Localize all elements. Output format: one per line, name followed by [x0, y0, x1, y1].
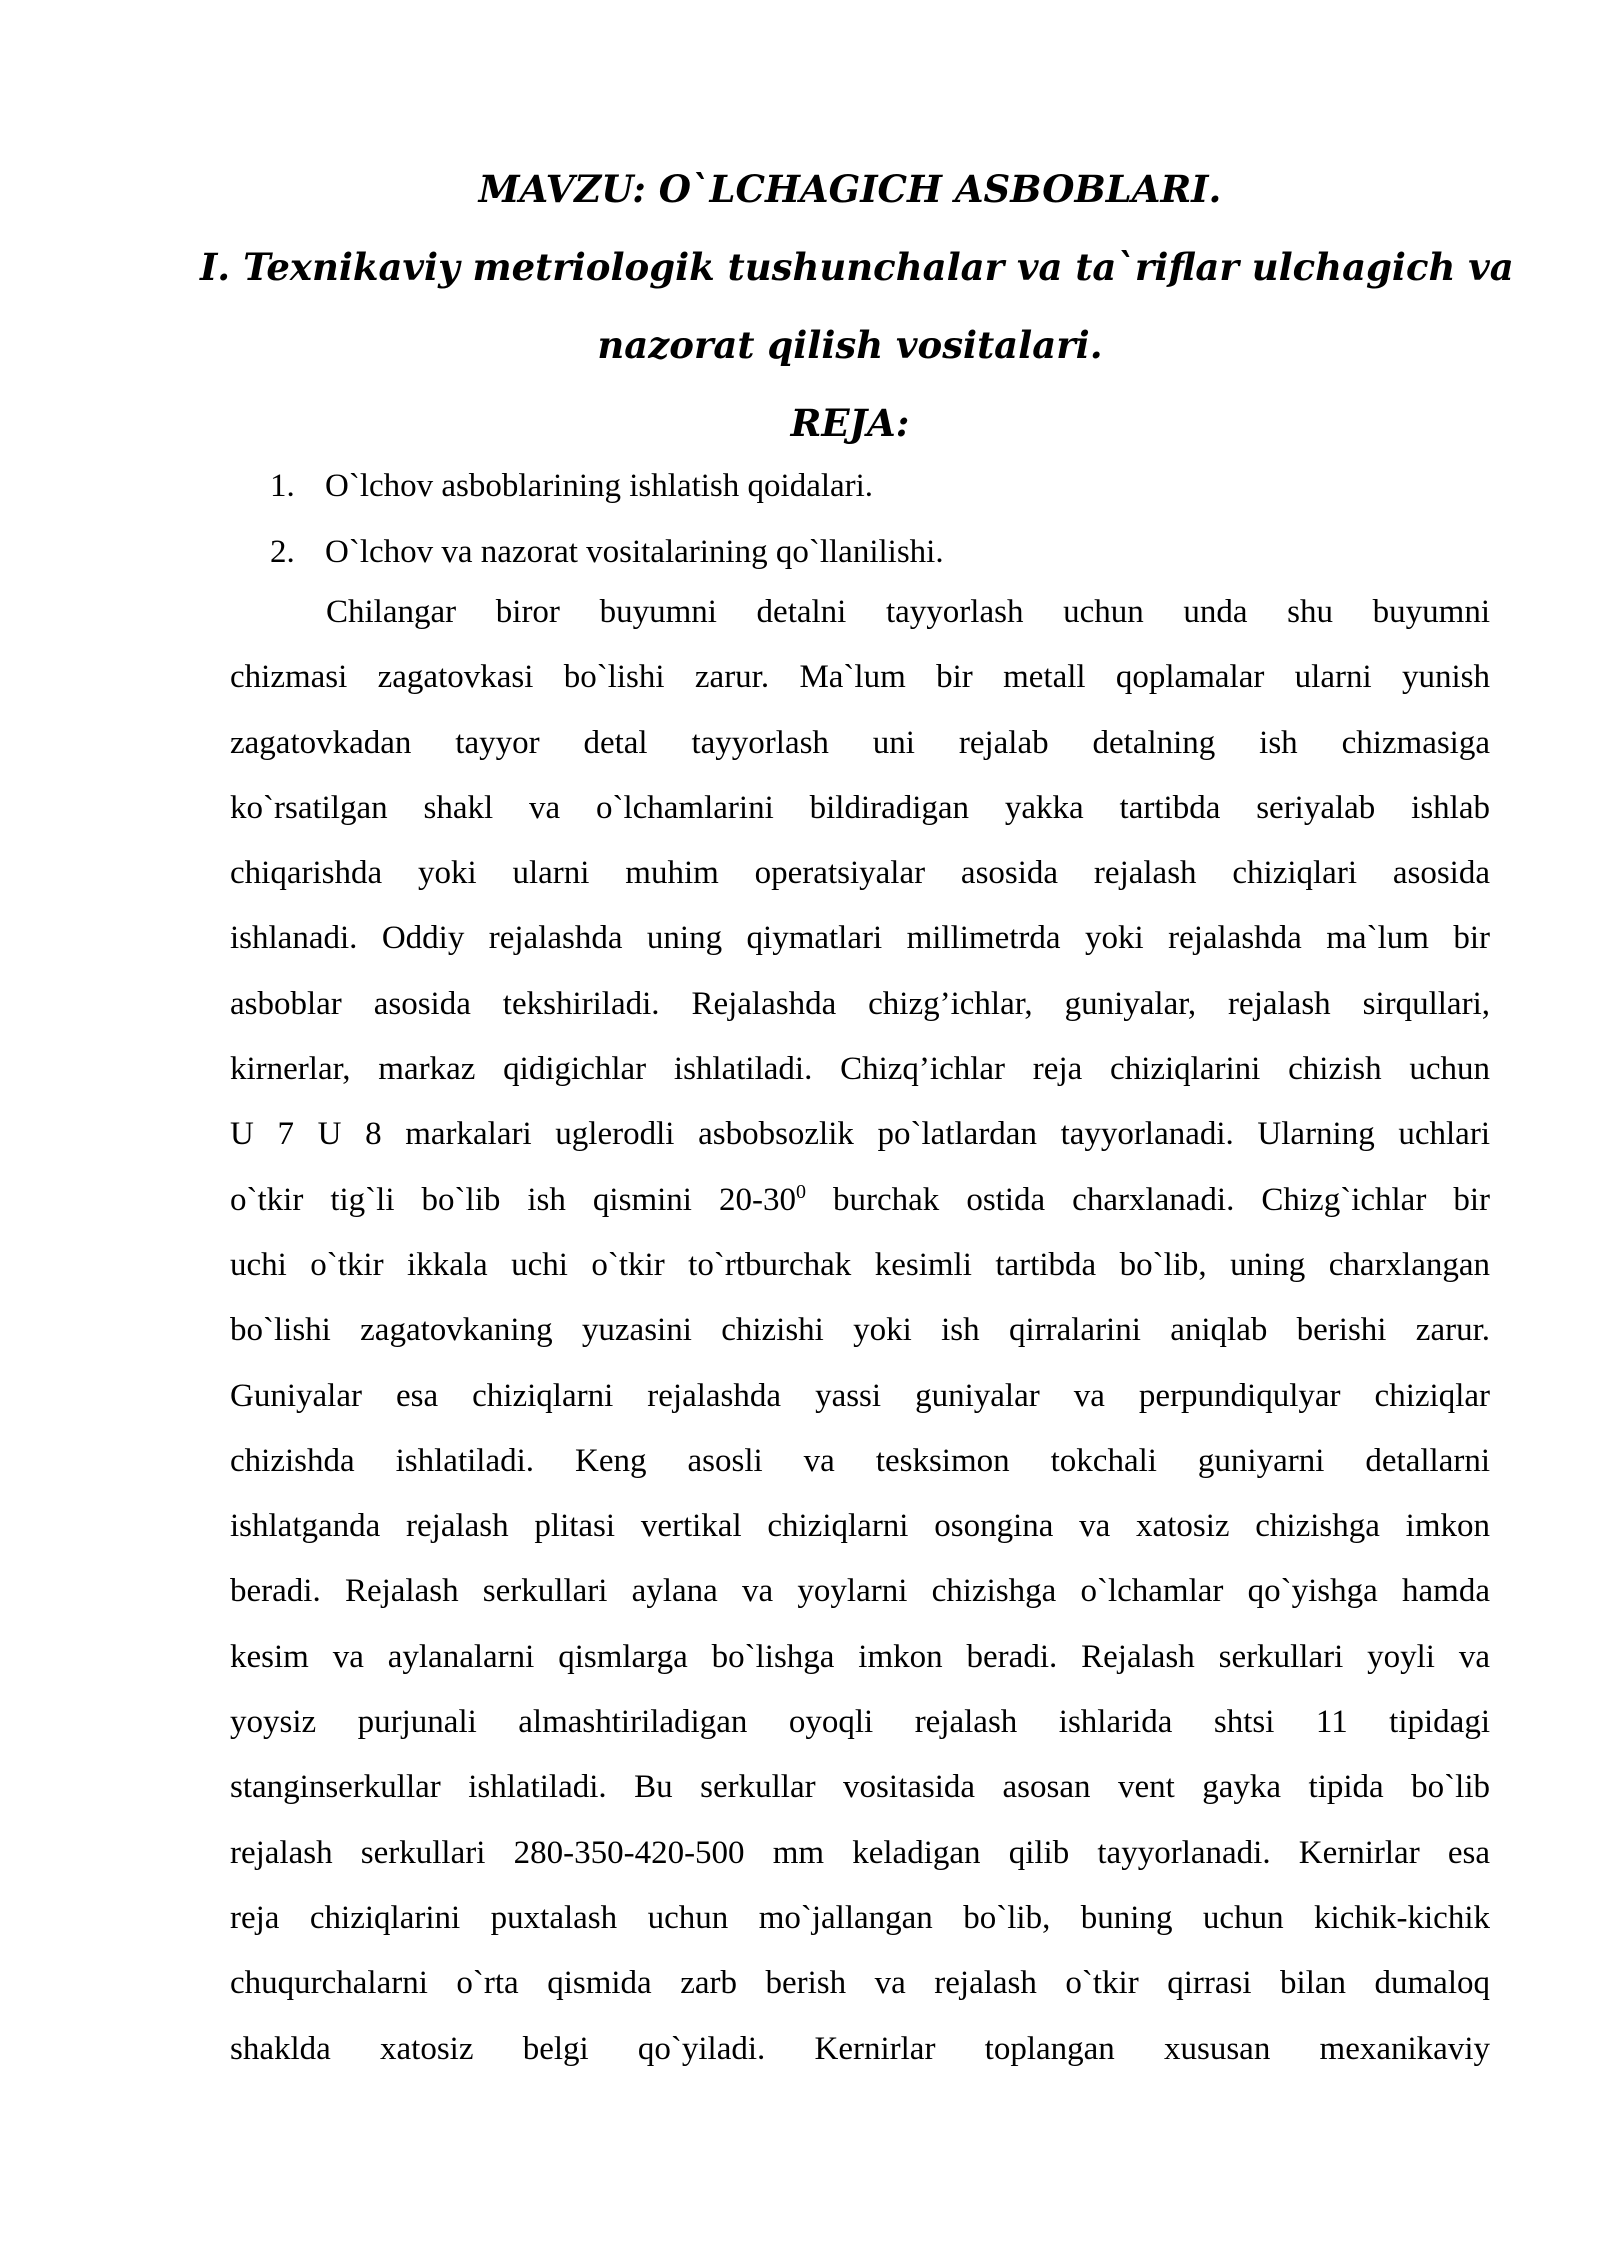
body-line: chiqarishda yoki ularni muhim operatsiyalar asosida rejalash chiziqlari asosida [230, 855, 1490, 892]
body-line: ishlanadi. Oddiy rejalashda uning qiymatlari millimetrda yoki rejalashda ma`lum bir [230, 920, 1490, 957]
body-line: bo`lishi zagatovkaning yuzasini chizishi yoki ish qirralarini aniqlab berishi zarur. [230, 1312, 1490, 1349]
plan-label: REJA: [790, 401, 910, 445]
body-line: chizmasi zagatovkasi bo`lishi zarur. Ma`lum bir metall qoplamalar ularni yunish [230, 659, 1490, 696]
body-line [230, 1168, 1490, 1233]
body-line: U 7 U 8 markalari uglerodli asbobsozlik po`latlardan tayyorlanadi. Ularning uchlari [230, 1116, 1490, 1153]
degree-superscript: 0 [795, 1180, 806, 1203]
plan-item-number: 2. [270, 534, 295, 570]
body-line: Guniyalar esa chiziqlarni rejalashda yassi guniyalar va perpundiqulyar chiziqlar [230, 1377, 1490, 1414]
plan-item [270, 453, 944, 519]
body-line: stanginserkullar ishlatiladi. Bu serkullar vositasida asosan vent gayka tipida bo`lib [230, 1769, 1490, 1806]
plan-item-text: O`lchov va nazorat vositalarining qo`llanilishi. [325, 534, 944, 570]
plan-item-text: O`lchov asboblarining ishlatish qoidalari. [325, 468, 874, 504]
topic-title: MAVZU: O`LCHAGICH ASBOBLARI. [478, 167, 1222, 211]
body-line: kirnerlar, markaz qidigichlar ishlatiladi. Chizq’ichlar reja chiziqlarini chizish uchun [230, 1051, 1490, 1088]
plan-item [270, 519, 944, 585]
body-line: reja chiziqlarini puxtalash uchun mo`jallangan bo`lib, buning uchun kichik-kichik [230, 1899, 1490, 1936]
body-line: shaklda xatosiz belgi qo`yiladi. Kernirlar toplangan xususan mexanikaviy [230, 2030, 1490, 2067]
body-line: kesim va aylanalarni qismlarga bo`lishga imkon beradi. Rejalash serkullari yoyli va [230, 1638, 1490, 1675]
body-line: beradi. Rejalash serkullari aylana va yoylarni chizishga o`lchamlar qo`yishga hamda [230, 1573, 1490, 1610]
subtitle-line-2: nazorat qilish vositalari. [597, 323, 1103, 367]
heading-block [200, 150, 1514, 462]
subtitle-line-1: I. Texnikaviy metriologik tushunchalar va ta`riflar ulchagich va [200, 245, 1514, 289]
body-line: chizishda ishlatiladi. Keng asosli va tesksimon tokchali guniyarni detallarni [230, 1442, 1490, 1479]
body-line: ishlatganda rejalash plitasi vertikal chiziqlarni osongina va xatosiz chizishga imkon [230, 1508, 1490, 1545]
body-line: ko`rsatilgan shakl va o`lchamlarini bildiradigan yakka tartibda seriyalab ishlab [230, 789, 1490, 826]
body-line: asboblar asosida tekshiriladi. Rejalashda chizg’ichlar, guniyalar, rejalash sirqullari, [230, 985, 1490, 1022]
body-line: zagatovkadan tayyor detal tayyorlash uni rejalab detalning ish chizmasiga [230, 724, 1490, 761]
plan-item-number: 1. [270, 468, 295, 504]
body-line-part: o`tkir tig`li bo`lib ish qismini 20-30 [230, 1181, 796, 1218]
body-paragraph [230, 580, 1490, 2082]
body-line: chuqurchalarni o`rta qismida zarb berish va rejalash o`tkir qirrasi bilan dumaloq [230, 1965, 1490, 2002]
body-line: rejalash serkullari 280-350-420-500 mm keladigan qilib tayyorlanadi. Kernirlar esa [230, 1834, 1490, 1871]
body-line-part: burchak ostida charxlanadi. Chizg`ichlar bir [805, 1181, 1490, 1218]
plan-list [270, 453, 944, 585]
body-line: yoysiz purjunali almashtiriladigan oyoqli rejalash ishlarida shtsi 11 tipidagi [230, 1704, 1490, 1741]
body-line: Chilangar biror buyumni detalni tayyorlash uchun unda shu buyumni [326, 594, 1490, 630]
body-line: uchi o`tkir ikkala uchi o`tkir to`rtburchak kesimli tartibda bo`lib, uning charxlangan [230, 1246, 1490, 1283]
